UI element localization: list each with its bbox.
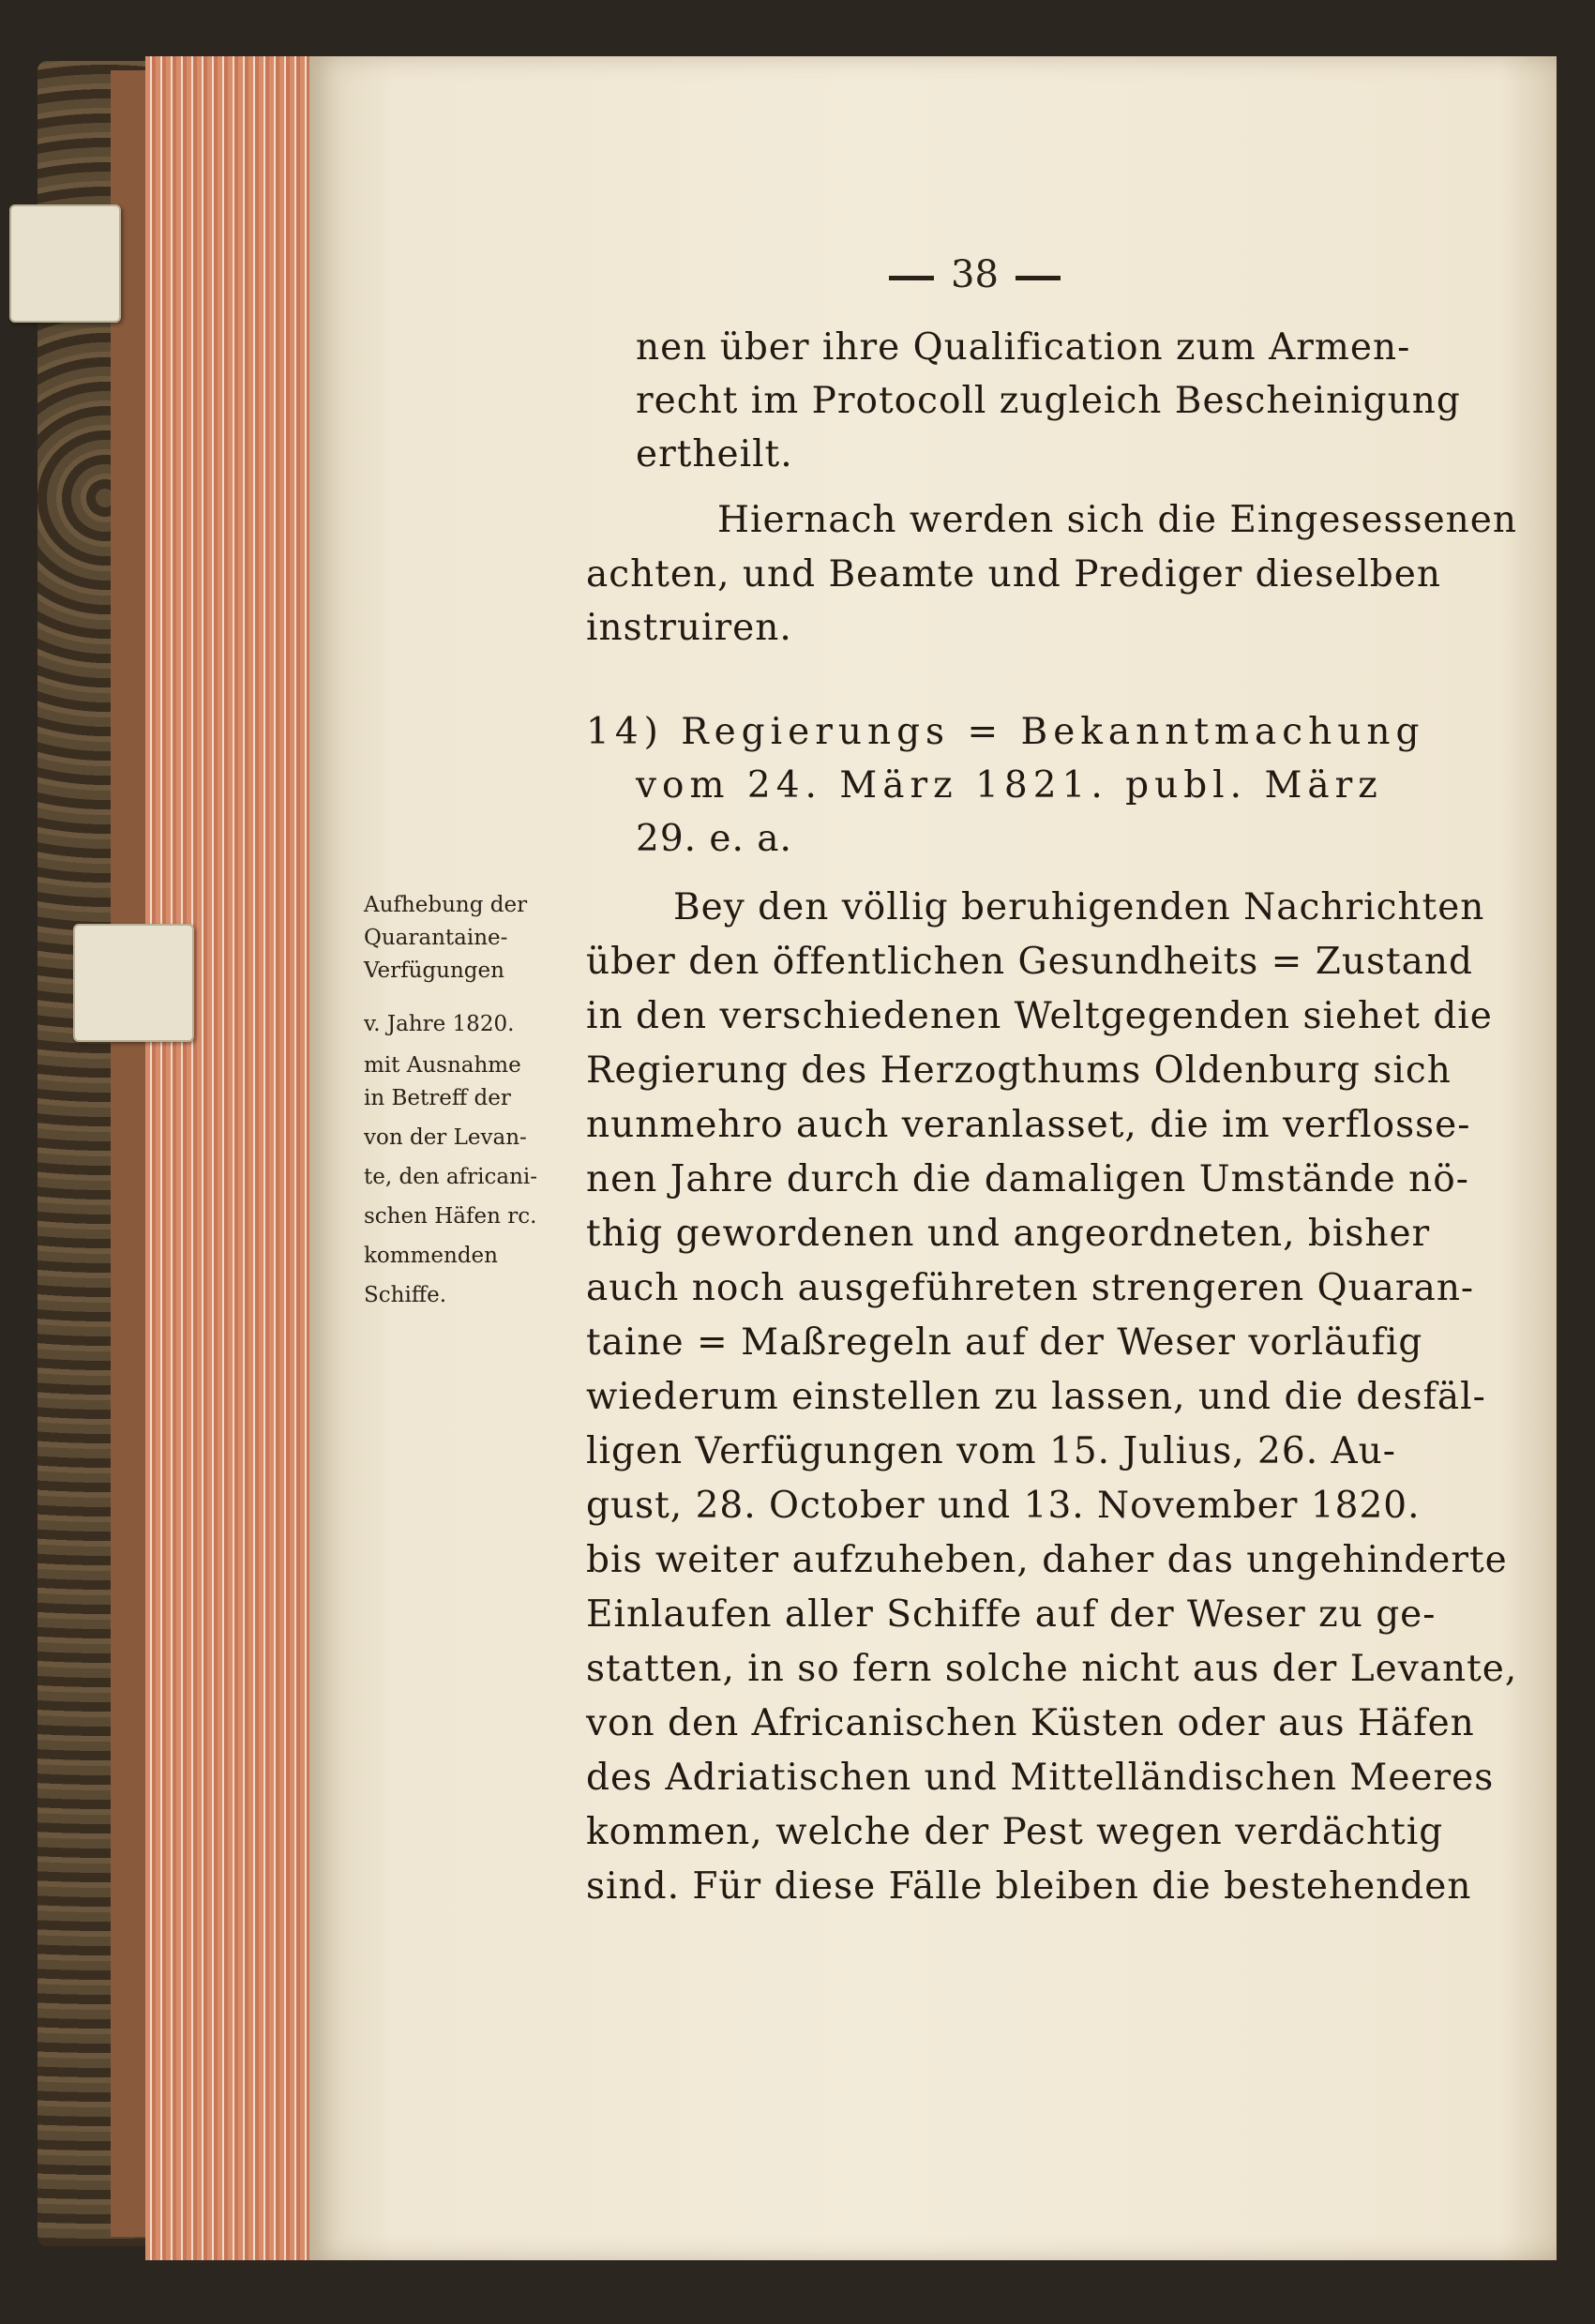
margin-note-line: Verfügungen — [364, 958, 504, 983]
page-stack-red-edges — [145, 56, 314, 2260]
dash-left — [889, 276, 934, 280]
text-line: Bey den völlig beruhigenden Nachrichten — [673, 886, 1485, 928]
text-line: Hiernach werden sich die Eingesessenen — [717, 499, 1517, 541]
text-line: ertheilt. — [636, 433, 793, 475]
dash-right — [1016, 276, 1061, 280]
margin-note-line: Aufhebung der — [364, 893, 528, 917]
text-line: auch noch ausgeführeten strengeren Quaran- — [586, 1267, 1475, 1309]
margin-note-line: kommenden — [364, 1244, 498, 1268]
section-heading: 14) Regierungs = Bekanntmachung — [586, 711, 1425, 753]
bookmark-tab-middle — [73, 924, 194, 1042]
text-line: bis weiter aufzuheben, daher das ungehinderte — [586, 1539, 1508, 1581]
text-line: nen Jahre durch die damaligen Umstände nö- — [586, 1158, 1469, 1200]
text-line: achten, und Beamte und Prediger dieselben — [586, 553, 1441, 596]
margin-note-line: von der Levan- — [364, 1125, 527, 1150]
section-heading-date: 29. e. a. — [636, 818, 792, 860]
text-line: in den verschiedenen Weltgegenden siehet die — [586, 995, 1493, 1037]
text-line: Einlaufen aller Schiffe auf der Weser zu ge- — [586, 1593, 1437, 1636]
margin-note-line: in Betreff der — [364, 1086, 511, 1110]
text-line: über den öffentlichen Gesundheits = Zustand — [586, 941, 1473, 983]
margin-note-line: Schiffe. — [364, 1283, 447, 1307]
margin-note-line: mit Ausnahme — [364, 1053, 521, 1078]
page-number: 38 — [951, 253, 999, 296]
margin-note-line: v. Jahre 1820. — [364, 1012, 515, 1036]
text-line: statten, in so fern solche nicht aus der Levante, — [586, 1648, 1518, 1690]
margin-note-line: schen Häfen rc. — [364, 1204, 537, 1229]
text-line: thig gewordenen und angeordneten, bisher — [586, 1213, 1431, 1255]
text-line: wiederum einstellen zu lassen, und die desfäl- — [586, 1376, 1486, 1418]
text-line: ligen Verfügungen vom 15. Julius, 26. Au- — [586, 1430, 1396, 1472]
text-line: nunmehro auch veranlasset, die im verflosse- — [586, 1104, 1471, 1146]
text-line: gust, 28. October und 13. November 1820. — [586, 1485, 1421, 1527]
text-line: sind. Für diese Fälle bleiben die bestehenden — [586, 1865, 1472, 1908]
text-line: taine = Maßregeln auf der Weser vorläufig — [586, 1321, 1423, 1364]
text-line: nen über ihre Qualification zum Armen- — [636, 326, 1411, 369]
text-line: recht im Protocoll zugleich Bescheinigung — [636, 380, 1461, 422]
margin-note-line: te, den africani- — [364, 1165, 538, 1189]
text-line: von den Africanischen Küsten oder aus Häfen — [586, 1702, 1475, 1744]
running-head — [872, 253, 1077, 296]
text-line: kommen, welche der Pest wegen verdächtig — [586, 1811, 1444, 1853]
section-heading-date: vom 24. März 1821. publ. März — [636, 764, 1383, 807]
text-line: des Adriatischen und Mittelländischen Meeres — [586, 1757, 1495, 1799]
text-line: instruiren. — [586, 607, 792, 649]
margin-note-line: Quarantaine- — [364, 926, 508, 950]
bookmark-tab-top — [9, 204, 121, 323]
text-line: Regierung des Herzogthums Oldenburg sich — [586, 1049, 1452, 1092]
